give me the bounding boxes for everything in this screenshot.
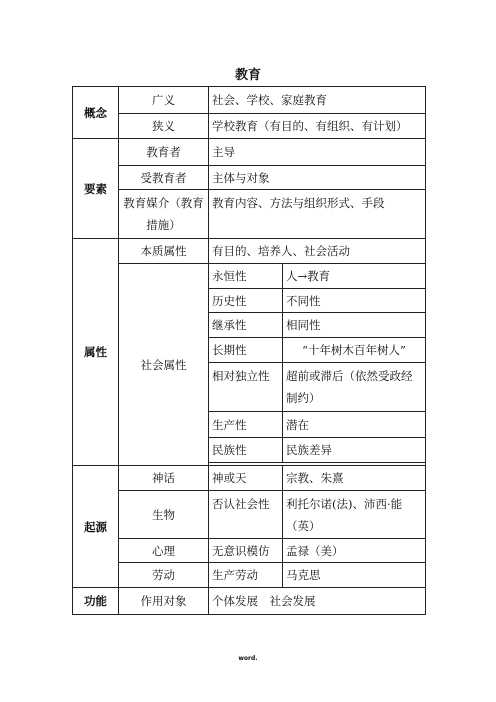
table-row — [73, 166, 426, 190]
table-row — [73, 190, 426, 239]
origin-name: 生物 — [119, 491, 209, 539]
elements-medium-name: 教育媒介（教育措施） — [119, 190, 209, 239]
elements-educatee-desc: 主体与对象 — [209, 166, 426, 190]
attributes-essential-desc: 有目的、培养人、社会活动 — [209, 239, 426, 264]
social-item-name: 生产性 — [209, 412, 283, 438]
social-item-desc: 不同性 — [283, 289, 426, 313]
concept-broad-name: 广义 — [119, 87, 209, 114]
table-row — [73, 264, 426, 289]
social-item-name: 永恒性 — [209, 264, 283, 289]
social-item-name: 民族性 — [209, 438, 283, 463]
elements-medium-desc: 教育内容、方法与组织形式、手段 — [209, 190, 426, 239]
origin-name: 神话 — [119, 466, 209, 491]
social-item-name: 相对独立性 — [209, 363, 283, 412]
table-row — [73, 114, 426, 139]
table-row — [73, 588, 426, 615]
table-row — [73, 87, 426, 114]
origin-people: 孟禄（美） — [283, 539, 426, 563]
elements-educatee-name: 受教育者 — [119, 166, 209, 190]
origin-theory: 生产劳动 — [209, 563, 283, 588]
social-item-name: 长期性 — [209, 338, 283, 363]
elements-educator-name: 教育者 — [119, 139, 209, 166]
category-attributes: 属性 — [73, 239, 119, 466]
education-table — [72, 86, 426, 615]
social-item-desc: 超前或滞后（依然受政经制约） — [283, 363, 426, 412]
origin-theory: 否认社会性 — [209, 491, 283, 539]
origin-people: 利托尔诺(法)、沛西·能（英） — [283, 491, 426, 539]
social-item-name: 历史性 — [209, 289, 283, 313]
table-row — [73, 139, 426, 166]
origin-name: 心理 — [119, 539, 209, 563]
social-item-desc: 潜在 — [283, 412, 426, 438]
concept-broad-desc: 社会、学校、家庭教育 — [209, 87, 426, 114]
concept-narrow-desc: 学校教育（有目的、有组织、有计划） — [209, 114, 426, 139]
document-title: 教育 — [234, 68, 261, 83]
category-function: 功能 — [73, 588, 119, 615]
table-row — [73, 239, 426, 264]
attributes-social-name: 社会属性 — [119, 264, 209, 466]
function-object-name: 作用对象 — [119, 588, 209, 615]
origin-people: 马克思 — [283, 563, 426, 588]
category-origin: 起源 — [73, 466, 119, 588]
elements-educator-desc: 主导 — [209, 139, 426, 166]
origin-theory: 神或天 — [209, 466, 283, 491]
origin-theory: 无意识模仿 — [209, 539, 283, 563]
attributes-essential-name: 本质属性 — [119, 239, 209, 264]
table-row — [73, 466, 426, 491]
social-item-desc: 人→教育 — [283, 264, 426, 289]
page-footer: word. — [238, 655, 258, 662]
table-row — [73, 539, 426, 563]
concept-narrow-name: 狭义 — [119, 114, 209, 139]
category-elements: 要素 — [73, 139, 119, 239]
social-item-desc: 相同性 — [283, 313, 426, 338]
social-item-desc: 民族差异 — [283, 438, 426, 463]
social-item-name: 继承性 — [209, 313, 283, 338]
social-item-desc: “十年树木百年树人” — [283, 338, 426, 363]
category-concept: 概念 — [73, 87, 119, 139]
origin-name: 劳动 — [119, 563, 209, 588]
function-object-desc: 个体发展 社会发展 — [209, 588, 426, 615]
origin-people: 宗教、朱熹 — [283, 466, 426, 491]
table-row — [73, 491, 426, 539]
table-row — [73, 563, 426, 588]
